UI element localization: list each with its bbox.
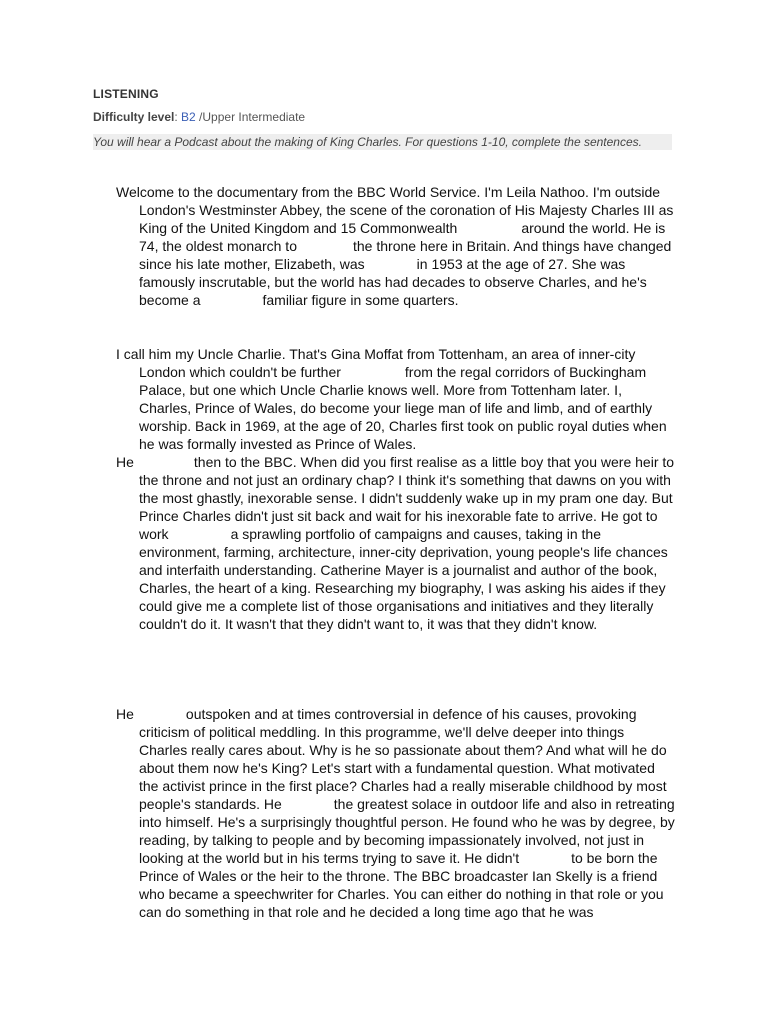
- difficulty-separator: :: [174, 110, 182, 124]
- transcript-text: then to the BBC. When did you first realise as a little boy that you were heir to the throne and not just an ordinary chap? I think it's something that dawns on you with the most ghastly, inexorable sense. I didn't suddenly wake up in my pram one day. But Prince Charles didn't just sit back and wait for his inexorable fate to arrive. He got to work: [139, 454, 675, 542]
- difficulty-level: B2: [181, 110, 196, 124]
- transcript-paragraph-2: [116, 345, 676, 453]
- transcript-text: the greatest solace in outdoor life and also in retreating into himself. He's a surprisingly thoughtful person. He found who he was by degree, by reading, by talking to people and by becoming impassionately involved, not just in looking at the world but in his terms trying to save it. He didn't: [139, 796, 675, 866]
- difficulty-description: /Upper Intermediate: [195, 110, 306, 124]
- transcript-text: He: [116, 706, 134, 722]
- transcript-text: I call him my Uncle Charlie. That's Gina Moffat from Tottenham, an area of inner-city London which couldn't be further: [116, 346, 636, 380]
- transcript-text: to be born the Prince of Wales or the heir to the throne. The BBC broadcaster Ian Skelly is a friend who became a speechwriter for Charles. You can either do nothing in that role or you can do something in that role and he decided a long time ago that he was: [139, 850, 664, 920]
- difficulty-line: [93, 110, 305, 124]
- transcript-text: from the regal corridors of Buckingham Palace, but one which Uncle Charlie knows well. More from Tottenham later. I, Charles, Prince of Wales, do become your liege man of life and limb, and of earthly worship. Back in 1969, at the age of 20, Charles first took on public royal duties when he was formally invested as Prince of Wales.: [139, 364, 667, 452]
- transcript-paragraph-4: [116, 705, 676, 921]
- transcript-paragraph-1: [116, 183, 676, 309]
- transcript-text: the throne here in Britain. And things have changed since his late mother, Elizabeth, was: [139, 238, 672, 272]
- difficulty-label: Difficulty level: [93, 110, 175, 124]
- transcript-text: a sprawling portfolio of campaigns and causes, taking in the environment, farming, architecture, inner-city deprivation, young people's life chances and interfaith understanding. Catherine Mayer is a journalist and author of the book, Charles, the heart of a king. Researching my biography, I was asking his aides if they could give me a complete list of those organisations and initiatives and they literally couldn't do it. It wasn't that they didn't want to, it was that they didn't know.: [139, 526, 668, 632]
- transcript-text: in 1953 at the age of 27. She was famously inscrutable, but the world has had decades to observe Charles, and he's become a: [139, 256, 647, 308]
- transcript-text: Welcome to the documentary from the BBC World Service. I'm Leila Nathoo. I'm outside London's Westminster Abbey, the scene of the coronation of His Majesty Charles III as King of the United Kingdom and 15 Commonwealth: [116, 184, 674, 236]
- transcript-paragraph-3: [116, 453, 676, 633]
- transcript-text: outspoken and at times controversial in defence of his causes, provoking criticism of political meddling. In this programme, we'll delve deeper into things Charles really cares about. Why is he so passionate about them? And what will he do about them now he's King? Let's start with a fundamental question. What motivated the activist prince in the first place? Charles had a really miserable childhood by most people's standards. He: [139, 706, 667, 812]
- section-heading: LISTENING: [93, 87, 159, 101]
- transcript-text: familiar figure in some quarters.: [262, 292, 459, 308]
- transcript-text: He: [116, 454, 134, 470]
- transcript-text: around the world. He is 74, the oldest monarch to: [139, 220, 666, 254]
- instructions-box: You will hear a Podcast about the making of King Charles. For questions 1-10, complete the sentences.: [93, 134, 672, 150]
